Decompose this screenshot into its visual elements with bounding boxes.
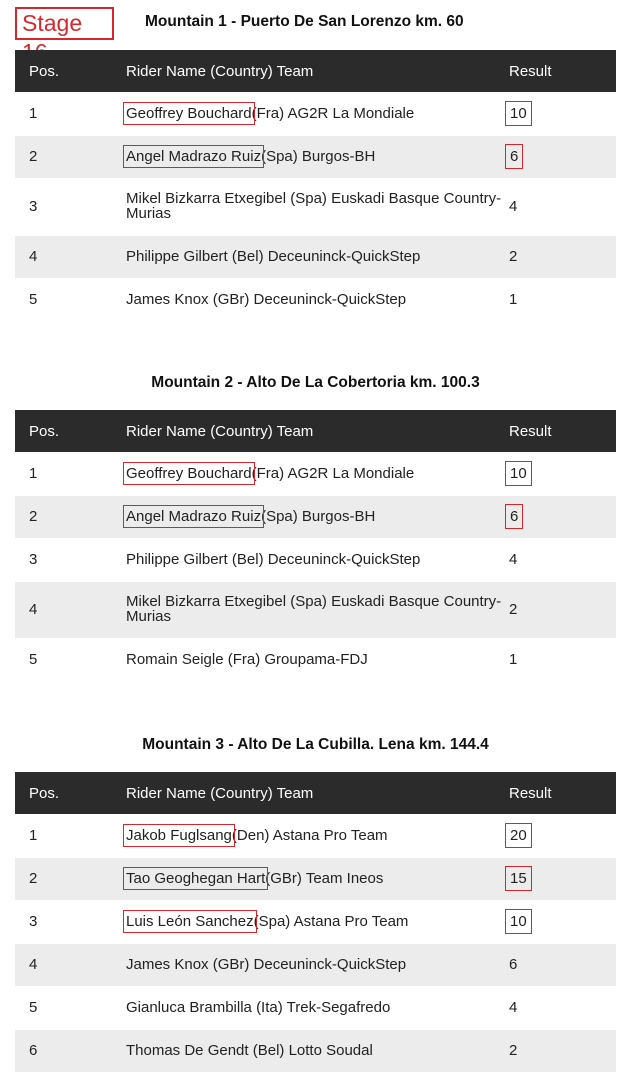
cell-rider — [126, 178, 509, 235]
table-row — [15, 135, 616, 178]
table-row — [15, 814, 616, 857]
table-row — [15, 178, 616, 235]
header-rider: Rider Name (Country) Team — [126, 50, 509, 92]
cell-result — [509, 638, 616, 681]
cell-rider — [126, 581, 509, 638]
cell-rider — [126, 538, 509, 581]
cell-result — [509, 178, 616, 235]
header-result: Result — [509, 410, 616, 452]
result-value: 2 — [509, 601, 518, 618]
cell-result — [509, 235, 616, 278]
rider-name: James Knox — [126, 956, 209, 973]
cell-pos: 5 — [15, 278, 126, 321]
table-row — [15, 943, 616, 986]
cell-rider — [126, 278, 509, 321]
rider-name: Mikel Bizkarra Etxegibel — [126, 190, 287, 207]
results-table — [15, 772, 616, 1073]
result-value: 6 — [509, 956, 518, 973]
section-title: Mountain 3 - Alto De La Cubilla. Lena km. 144.4 — [142, 736, 489, 753]
rider-name: Mikel Bizkarra Etxegibel — [126, 593, 287, 610]
cell-result — [509, 943, 616, 986]
table-row — [15, 495, 616, 538]
cell-result — [509, 986, 616, 1029]
cell-pos: 2 — [15, 857, 126, 900]
table-row — [15, 986, 616, 1029]
section-title: Mountain 1 - Puerto De San Lorenzo km. 60 — [145, 13, 464, 30]
cell-rider — [126, 986, 509, 1029]
result-value: 2 — [509, 1042, 518, 1059]
cell-rider — [126, 452, 509, 495]
header-pos: Pos. — [15, 50, 126, 92]
cell-pos: 4 — [15, 943, 126, 986]
table-header-row — [15, 772, 616, 814]
table-row — [15, 235, 616, 278]
rider-country-team: (Spa) Burgos-BH — [261, 148, 376, 165]
cell-rider — [126, 857, 509, 900]
cell-pos: 6 — [15, 1029, 126, 1072]
result-value: 4 — [509, 198, 518, 215]
cell-pos: 4 — [15, 235, 126, 278]
rider-name: Philippe Gilbert — [126, 248, 228, 265]
cell-pos: 2 — [15, 135, 126, 178]
rider-country-team: (Spa) Astana Pro Team — [253, 913, 409, 930]
table-row — [15, 581, 616, 638]
table-row — [15, 857, 616, 900]
cell-rider — [126, 235, 509, 278]
rider-name: Geoffrey Bouchard — [126, 464, 252, 482]
result-value: 6 — [510, 508, 519, 525]
mountain-section-3 — [15, 735, 616, 1073]
table-row — [15, 1029, 616, 1072]
table-body — [15, 814, 616, 1072]
table-row — [15, 452, 616, 495]
rider-country-team: (Spa) Euskadi Basque Country-Murias — [126, 593, 502, 625]
cell-pos: 1 — [15, 92, 126, 135]
rider-country-team: (GBr) Team Ineos — [265, 870, 384, 887]
rider-name: Thomas De Gendt — [126, 1042, 249, 1059]
table-row — [15, 900, 616, 943]
rider-country-team: (GBr) Deceuninck-QuickStep — [212, 291, 407, 308]
cell-rider — [126, 900, 509, 943]
cell-rider — [126, 92, 509, 135]
cell-result — [509, 581, 616, 638]
cell-pos: 1 — [15, 452, 126, 495]
table-row — [15, 92, 616, 135]
cell-result — [509, 857, 616, 900]
header-pos: Pos. — [15, 772, 126, 814]
header-result: Result — [509, 772, 616, 814]
header-rider: Rider Name (Country) Team — [126, 772, 509, 814]
cell-pos: 3 — [15, 538, 126, 581]
table-row — [15, 538, 616, 581]
stage-label: Stage — [15, 7, 114, 40]
table-row — [15, 278, 616, 321]
cell-pos: 3 — [15, 178, 126, 235]
cell-result — [509, 135, 616, 178]
cell-rider — [126, 135, 509, 178]
rider-country-team: (Ita) Trek-Segafredo — [256, 999, 391, 1016]
rider-name: Tao Geoghegan Hart — [126, 870, 266, 887]
table-body — [15, 452, 616, 681]
cell-result — [509, 278, 616, 321]
cell-pos: 2 — [15, 495, 126, 538]
rider-country-team: (Bel) Lotto Soudal — [252, 1042, 373, 1059]
rider-name: Gianluca Brambilla — [126, 999, 252, 1016]
result-value: 10 — [510, 104, 527, 122]
rider-name: Jakob Fuglsang — [126, 826, 232, 844]
rider-name: Geoffrey Bouchard — [126, 104, 252, 122]
cell-result — [509, 452, 616, 495]
results-table — [15, 50, 616, 322]
table-row — [15, 638, 616, 681]
result-value: 4 — [509, 999, 518, 1016]
cell-rider — [126, 495, 509, 538]
results-table — [15, 410, 616, 682]
cell-result — [509, 495, 616, 538]
table-header-row — [15, 410, 616, 452]
cell-result — [509, 900, 616, 943]
header-pos: Pos. — [15, 410, 126, 452]
rider-country-team: (Spa) Euskadi Basque Country-Murias — [126, 190, 502, 222]
rider-name: Angel Madrazo Ruiz — [126, 508, 262, 525]
cell-result — [509, 814, 616, 857]
cell-pos: 4 — [15, 581, 126, 638]
rider-country-team: (Fra) AG2R La Mondiale — [251, 464, 415, 482]
rider-name: Romain Seigle — [126, 651, 224, 668]
rider-name: James Knox — [126, 291, 209, 308]
result-value: 6 — [510, 148, 519, 165]
cell-pos: 5 — [15, 986, 126, 1029]
header-rider: Rider Name (Country) Team — [126, 410, 509, 452]
result-value: 10 — [510, 913, 527, 930]
rider-name: Philippe Gilbert — [126, 551, 228, 568]
rider-name: Luis León Sanchez — [126, 913, 254, 930]
result-value: 1 — [509, 651, 518, 668]
table-header-row — [15, 50, 616, 92]
cell-result — [509, 92, 616, 135]
rider-country-team: (Spa) Burgos-BH — [261, 508, 376, 525]
result-value: 15 — [510, 870, 527, 887]
result-value: 10 — [510, 464, 527, 482]
cell-rider — [126, 943, 509, 986]
result-value: 1 — [509, 291, 518, 308]
rider-country-team: (GBr) Deceuninck-QuickStep — [212, 956, 407, 973]
header-result: Result — [509, 50, 616, 92]
cell-result — [509, 538, 616, 581]
rider-country-team: (Bel) Deceuninck-QuickStep — [231, 248, 421, 265]
rider-country-team: (Den) Astana Pro Team — [231, 826, 388, 844]
cell-rider — [126, 638, 509, 681]
section-title: Mountain 2 - Alto De La Cobertoria km. 100.3 — [151, 374, 480, 391]
result-value: 4 — [509, 551, 518, 568]
rider-country-team: (Fra) AG2R La Mondiale — [251, 104, 415, 122]
rider-country-team: (Fra) Groupama-FDJ — [227, 651, 368, 668]
cell-pos: 3 — [15, 900, 126, 943]
cell-rider — [126, 1029, 509, 1072]
result-value: 2 — [509, 248, 518, 265]
result-value: 20 — [510, 826, 527, 844]
cell-rider — [126, 814, 509, 857]
table-body — [15, 92, 616, 321]
mountain-section-2 — [15, 373, 616, 682]
cell-pos: 1 — [15, 814, 126, 857]
rider-name: Angel Madrazo Ruiz — [126, 148, 262, 165]
rider-country-team: (Bel) Deceuninck-QuickStep — [231, 551, 421, 568]
cell-result — [509, 1029, 616, 1072]
cell-pos: 5 — [15, 638, 126, 681]
